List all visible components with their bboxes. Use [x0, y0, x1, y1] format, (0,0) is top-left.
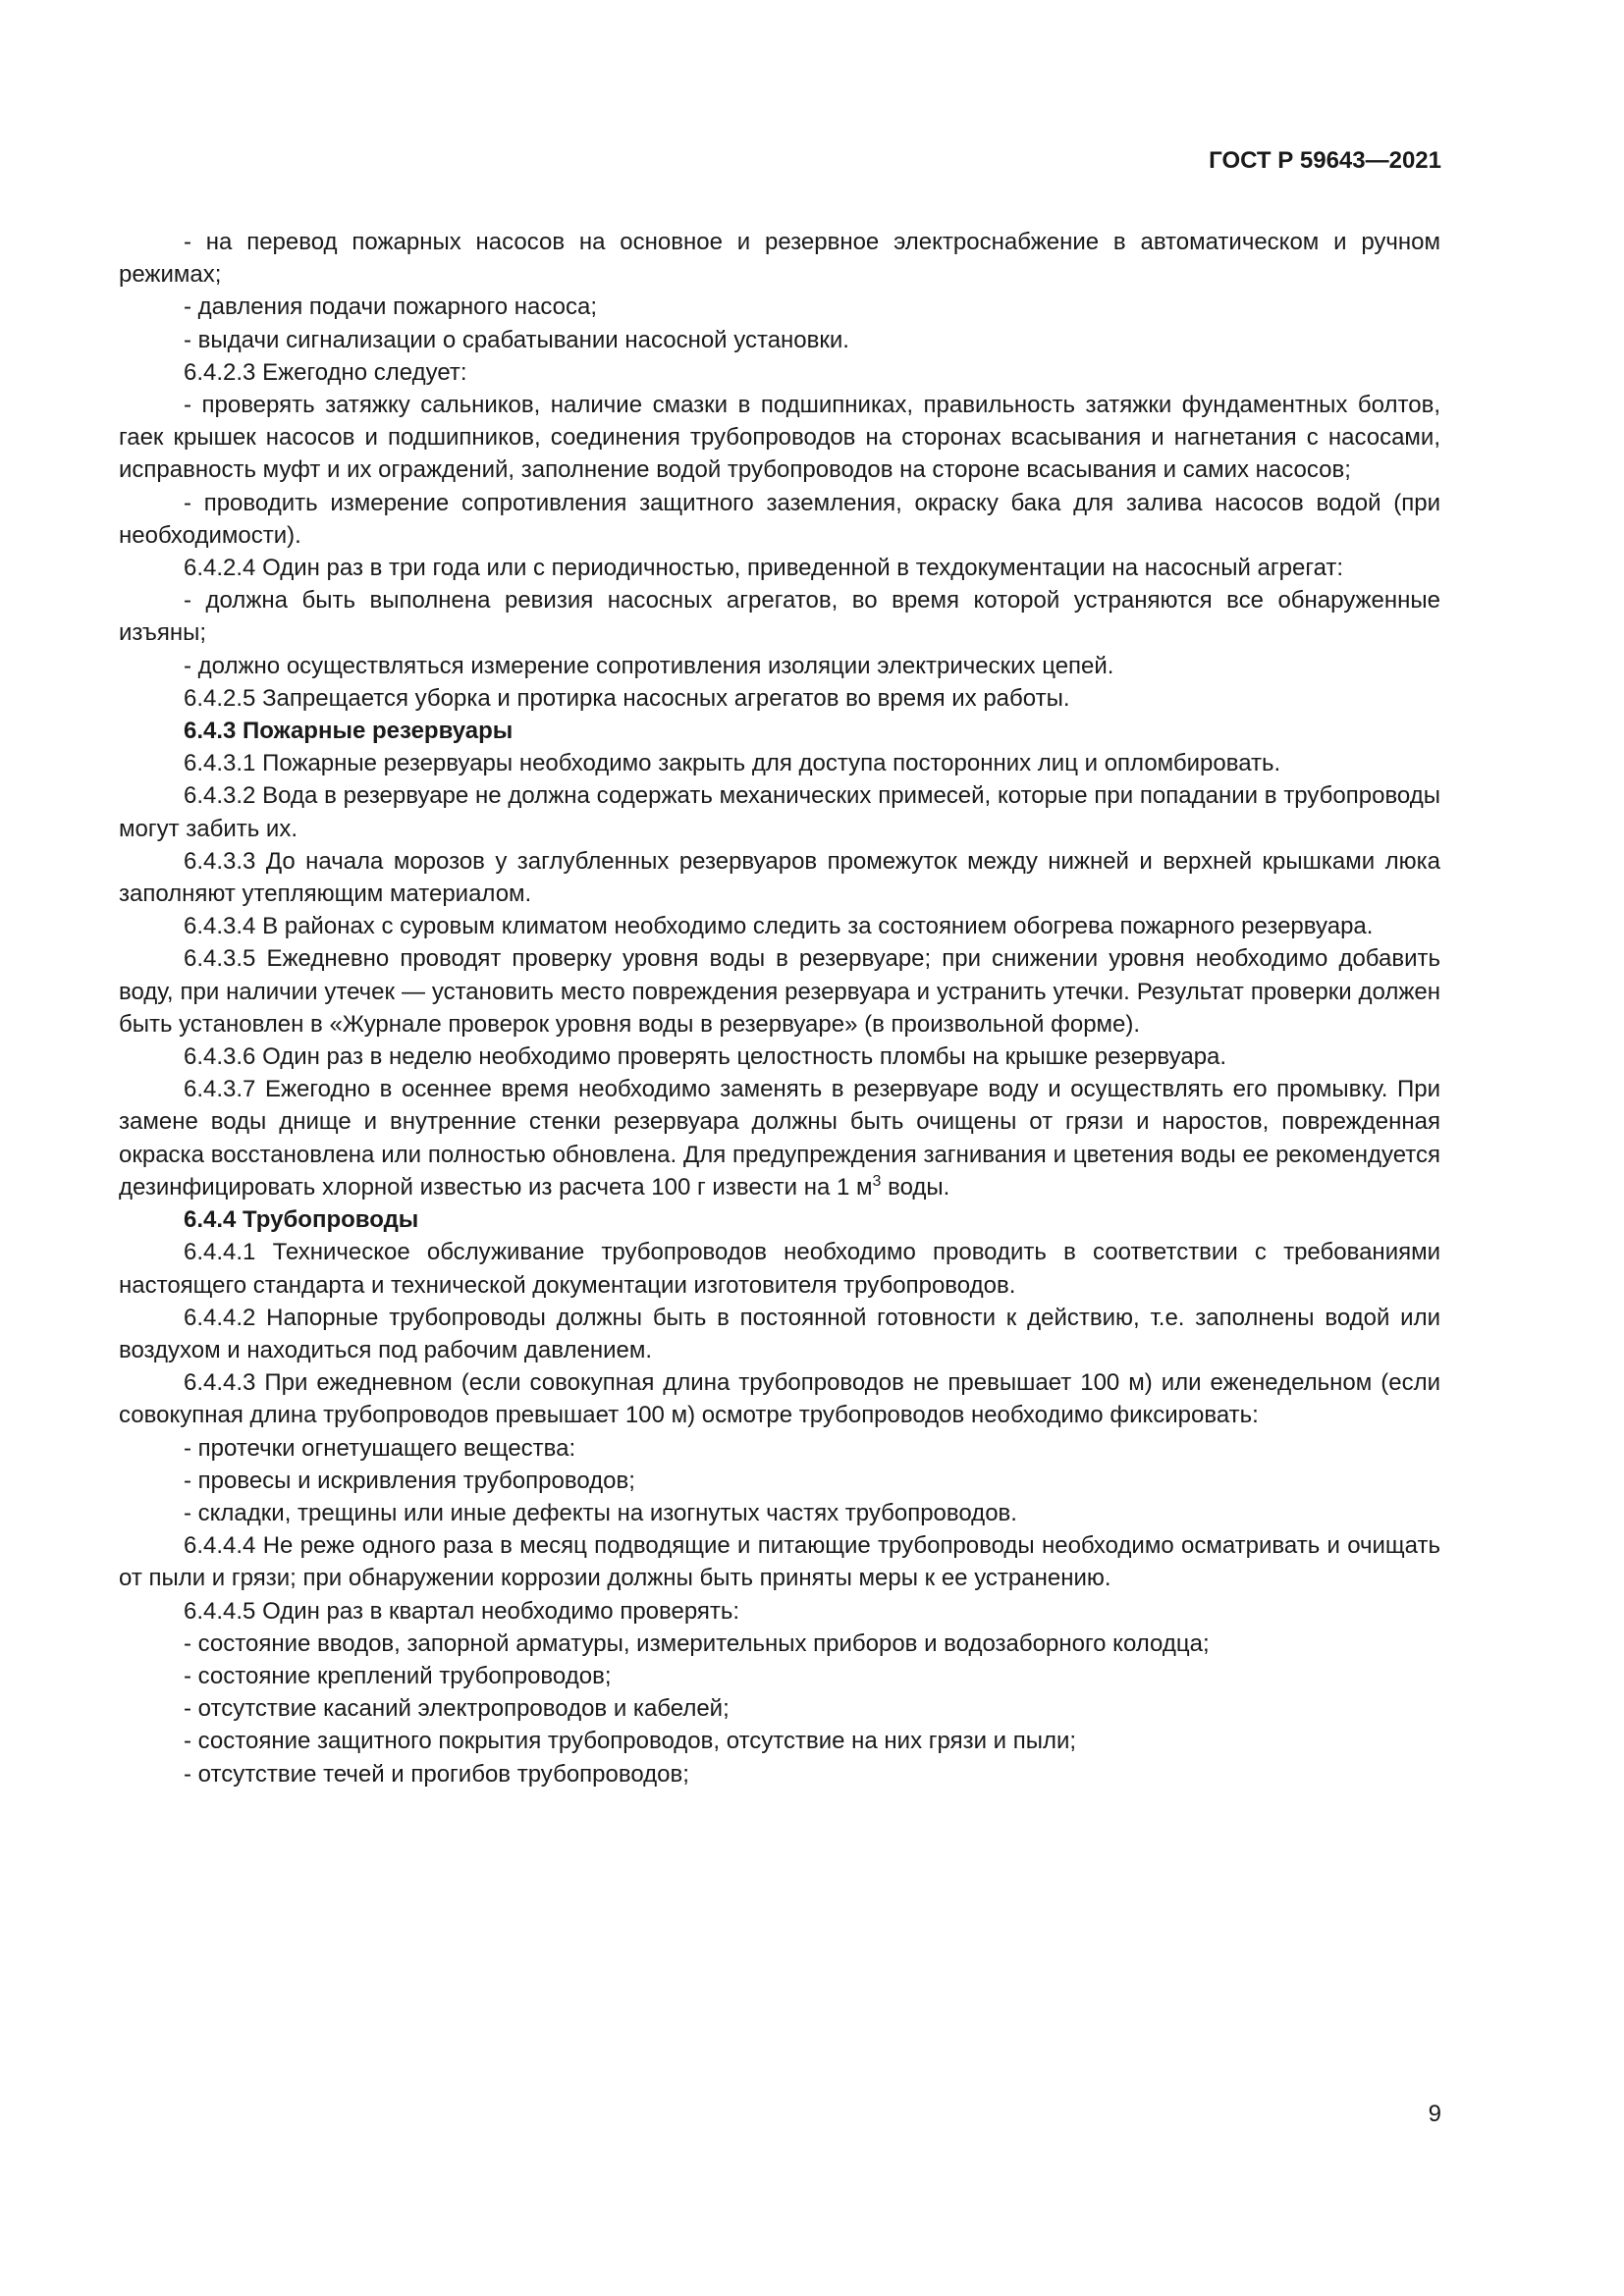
paragraph: - проводить измерение сопротивления защитного заземления, окраску бака для залива насосов водой (при необходимости).	[119, 489, 1440, 549]
paragraph: 6.4.3.2 Вода в резервуаре не должна содержать механических примесей, которые при попадании в трубопроводы могут забить их.	[119, 782, 1440, 842]
paragraph: - отсутствие касаний электропроводов и кабелей;	[184, 1695, 730, 1723]
paragraph: 6.4.2.4 Один раз в три года или с периодичностью, приведенной в техдокументации на насосный агрегат:	[184, 555, 1344, 582]
page-number: 9	[1428, 2101, 1441, 2127]
paragraph: 6.4.3.1 Пожарные резервуары необходимо закрыть для доступа посторонних лиц и опломбировать.	[184, 750, 1281, 777]
paragraph-with-superscript	[119, 1073, 1440, 1203]
document-id: ГОСТ Р 59643—2021	[1209, 147, 1441, 174]
paragraph: 6.4.3.6 Один раз в неделю необходимо проверять целостность пломбы на крышке резервуара.	[184, 1043, 1227, 1071]
paragraph: 6.4.4.4 Не реже одного раза в месяц подводящие и питающие трубопроводы необходимо осматривать и очищать от пыли и грязи; при обнаружении коррозии должны быть приняты меры к ее устранению.	[119, 1532, 1440, 1592]
paragraph: 6.4.4.2 Напорные трубопроводы должны быть в постоянной готовности к действию, т.е. заполнены водой или воздухом и находиться под рабочим давлением.	[119, 1304, 1440, 1363]
paragraph-text: 6.4.3.7 Ежегодно в осеннее время необходимо заменять в резервуаре воду и осуществлять его промывку. При замене воды днище и внутренние стенки резервуара должны быть очищены от грязи и наростов, поврежденная окраска восстановлена или полностью обновлена. Для предупреждения загнивания и цветения воды ее рекомендуется дезинфицировать хлорной известью из расчета 100 г извести на 1 м	[119, 1076, 1440, 1201]
paragraph: - состояние защитного покрытия трубопроводов, отсутствие на них грязи и пыли;	[184, 1728, 1077, 1755]
paragraph: - отсутствие течей и прогибов трубопроводов;	[184, 1760, 689, 1788]
paragraph: - проверять затяжку сальников, наличие смазки в подшипниках, правильность затяжки фундаментных болтов, гаек крышек насосов и подшипников, соединения трубопроводов на сторонах всасывания и нагнетания с насосами, исправность муфт и их ограждений, заполнение водой трубопроводов на стороне всасывания и самих насосов;	[119, 392, 1440, 484]
paragraph: - состояние креплений трубопроводов;	[184, 1662, 612, 1689]
paragraph: - давления подачи пожарного насоса;	[184, 294, 598, 321]
paragraph: 6.4.3.4 В районах с суровым климатом необходимо следить за состоянием обогрева пожарного резервуара.	[184, 913, 1374, 940]
paragraph: - на перевод пожарных насосов на основное и резервное электроснабжение в автоматическом и ручном режимах;	[119, 229, 1440, 289]
paragraph: 6.4.4.5 Один раз в квартал необходимо проверять:	[184, 1597, 740, 1625]
paragraph: - должна быть выполнена ревизия насосных агрегатов, во время которой устраняются все обнаруженные изъяны;	[119, 587, 1440, 647]
paragraph: - выдачи сигнализации о срабатывании насосной установки.	[184, 326, 849, 353]
paragraph: 6.4.4.3 При ежедневном (если совокупная длина трубопроводов не превышает 100 м) или еженедельном (если совокупная длина трубопроводов превышает 100 м) осмотре трубопроводов необходимо фиксировать:	[119, 1369, 1440, 1429]
paragraph: - состояние вводов, запорной арматуры, измерительных приборов и водозаборного колодца;	[184, 1629, 1210, 1657]
paragraph: - должно осуществляться измерение сопротивления изоляции электрических цепей.	[184, 652, 1114, 679]
section-heading: 6.4.4 Трубопроводы	[184, 1206, 419, 1234]
document-body	[119, 226, 1440, 1790]
section-heading: 6.4.3 Пожарные резервуары	[184, 718, 514, 745]
paragraph: 6.4.3.5 Ежедневно проводят проверку уровня воды в резервуаре; при снижении уровня необходимо добавить воду, при наличии утечек — установить место повреждения резервуара и устранить утечки. Результат проверки должен быть установлен в «Журнале проверок уровня воды в резервуаре» (в произвольной форме).	[119, 945, 1440, 1038]
superscript-cubic: 3	[872, 1172, 882, 1190]
paragraph: - складки, трещины или иные дефекты на изогнутых частях трубопроводов.	[184, 1499, 1017, 1526]
paragraph: 6.4.2.5 Запрещается уборка и протирка насосных агрегатов во время их работы.	[184, 684, 1070, 712]
paragraph: 6.4.4.1 Техническое обслуживание трубопроводов необходимо проводить в соответствии с требованиями настоящего стандарта и технической документации изготовителя трубопроводов.	[119, 1239, 1440, 1299]
paragraph: - провесы и искривления трубопроводов;	[184, 1467, 635, 1494]
paragraph: - протечки огнетушащего вещества:	[184, 1434, 576, 1462]
paragraph: 6.4.3.3 До начала морозов у заглубленных резервуаров промежуток между нижней и верхней крышками люка заполняют утепляющим материалом.	[119, 847, 1440, 908]
paragraph-text-end: воды.	[881, 1173, 950, 1201]
paragraph: 6.4.2.3 Ежегодно следует:	[184, 358, 467, 386]
